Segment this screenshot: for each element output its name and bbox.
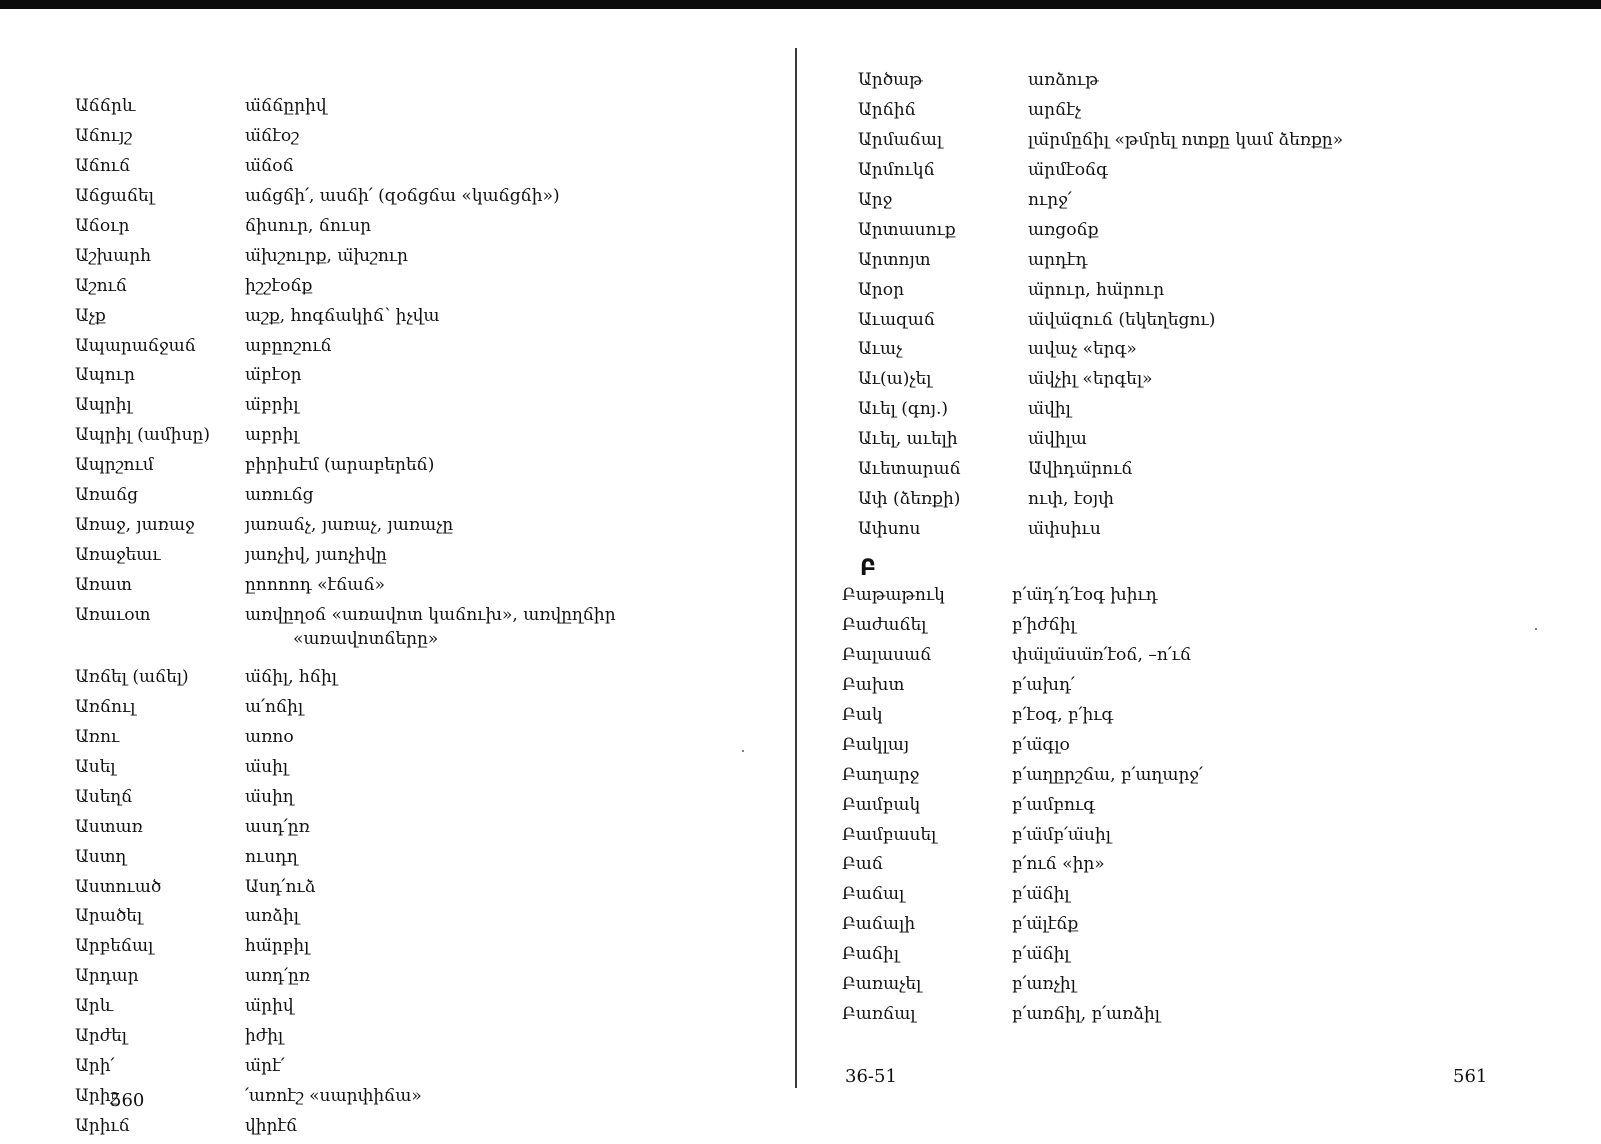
gloss: ա՛ոճիլ	[245, 696, 304, 717]
dictionary-entry	[842, 942, 1402, 966]
dictionary-entry	[858, 218, 1418, 242]
dictionary-entry	[858, 68, 1418, 92]
gloss: ա̈վիլ	[1028, 399, 1071, 420]
headword: Բամբակ	[842, 794, 921, 815]
dictionary-entry	[858, 427, 1418, 451]
headword: Աշխարհ	[75, 245, 152, 266]
gloss: բ՛առճիլ, բ՛առձիլ	[1012, 1004, 1160, 1025]
dictionary-entry	[842, 972, 1402, 996]
dictionary-entry	[858, 337, 1418, 361]
dictionary-entry	[858, 98, 1418, 122]
gloss: յաոչիվ, յաոչիվը	[245, 545, 387, 566]
gloss: բ՛ա̈ճիլ	[1012, 944, 1070, 965]
headword: Արճիճ	[858, 99, 916, 120]
headword: Առաւօտ	[75, 604, 151, 625]
dictionary-entry	[858, 188, 1418, 212]
gloss: ա̈սիլ	[245, 756, 289, 777]
headword: Ափ (ձեռքի)	[858, 489, 961, 510]
headword: Աճօւր	[75, 215, 130, 236]
dictionary-entry	[842, 912, 1402, 936]
dictionary-entry	[842, 852, 1402, 876]
headword: Առաջեաւ	[75, 545, 161, 566]
gloss: ա̈վա̈զուճ (եկեղեցու)	[1028, 309, 1216, 330]
gloss: առոօ	[245, 726, 294, 747]
headword: Արտասուք	[858, 219, 956, 240]
gloss: բ՛էօգ, բ՛իւգ	[1012, 704, 1114, 725]
gloss: ՛առոէշ «սարփիճա»	[245, 1086, 422, 1107]
headword: Առճել (աճել)	[75, 666, 189, 687]
dictionary-entry	[858, 397, 1418, 421]
gloss: ա̈ճճըրիվ	[245, 96, 327, 116]
headword: Արժել	[75, 1026, 127, 1047]
gloss: առձիլ	[245, 906, 299, 927]
headword: Բախտ	[842, 674, 905, 695]
headword: Բաճալ	[842, 884, 905, 905]
headword: Աճուճ	[75, 155, 131, 176]
headword: Աստղ	[75, 846, 127, 867]
headword: Աճճրև	[75, 96, 136, 116]
gloss: առվըղօճ «առավոտ կաճուխ», առվըղճիր	[245, 604, 616, 625]
gloss: ճիսուր, ճուսր	[245, 215, 372, 236]
gloss: ա̈րիվ	[245, 996, 294, 1017]
headword: Ասեղճ	[75, 786, 133, 807]
gloss: ա̈ճիլ, հճիլ	[245, 666, 337, 687]
headword: Արբեճալ	[75, 936, 154, 957]
dictionary-entry	[858, 278, 1418, 302]
gloss: իշշէօճք	[245, 275, 313, 296]
gloss: բ՛ամբուգ	[1012, 794, 1096, 815]
gloss: ա̈ճօճ	[245, 155, 294, 176]
gloss-continuation: «առավոտճերը»	[293, 628, 439, 649]
gloss: աբըոշուճ	[245, 335, 332, 356]
gloss: բ՛ուճ «իր»	[1012, 854, 1105, 875]
section-letter-heading: Բ	[860, 556, 877, 581]
scan-speck	[742, 750, 744, 752]
dictionary-entry	[842, 733, 1402, 757]
dictionary-entry	[858, 158, 1418, 182]
gloss: վիրէճ	[245, 1116, 298, 1136]
headword: Աւել (գոյ.)	[858, 399, 949, 420]
headword: Աւաչ	[858, 339, 903, 360]
dictionary-entry	[858, 248, 1418, 272]
right-entry-list-a	[858, 68, 1418, 547]
headword: Բառճալ	[842, 1004, 916, 1025]
headword: Արի՛	[75, 1056, 115, 1077]
headword: Արիշ	[75, 1086, 119, 1107]
headword: Արիւճ	[75, 1116, 130, 1136]
gloss: ա̈րմէօճգ	[1028, 159, 1108, 180]
gloss: ասդ՛ըռ	[245, 816, 310, 837]
dictionary-entry	[842, 643, 1402, 667]
headword: Բալասաճ	[842, 644, 932, 665]
gloss: առուճց	[245, 485, 314, 506]
headword: Աւ(ա)չել	[858, 369, 932, 390]
dictionary-entry	[842, 882, 1402, 906]
dictionary-entry	[842, 793, 1402, 817]
headword: Բակ	[842, 704, 883, 725]
gloss: լա̈րմըճիլ «թմրել ոտքը կամ ձեռքը»	[1028, 129, 1344, 150]
gloss: ա̈րէ՛	[245, 1056, 285, 1077]
headword: Արտոյտ	[858, 249, 931, 270]
dictionary-entry	[858, 517, 1418, 541]
gloss: բ՛իժճիլ	[1012, 614, 1076, 635]
gloss: աբրիլ	[245, 425, 299, 446]
dictionary-entry	[842, 583, 1402, 607]
gloss: բ՛ախդ՛	[1012, 674, 1075, 695]
gloss: բ՛ա̈մբ՛ա̈սիլ	[1012, 824, 1111, 845]
headword: Ապրիլ	[75, 395, 132, 416]
gloss: ուփ, էօյփ	[1028, 489, 1114, 510]
gloss: առցօճք	[1028, 219, 1099, 240]
gloss: ա̈ճէօշ	[245, 125, 300, 146]
headword: Աստուած	[75, 876, 162, 897]
signature-mark: 36-51	[845, 1066, 897, 1087]
headword: Առու	[75, 726, 120, 747]
headword: Առճուլ	[75, 696, 136, 717]
headword: Արմաճալ	[858, 129, 943, 150]
right-entry-list-b	[842, 583, 1402, 1032]
dictionary-entry	[842, 613, 1402, 637]
headword: Բաժաճել	[842, 614, 927, 635]
headword: Աշուճ	[75, 275, 127, 296]
dictionary-entry	[842, 673, 1402, 697]
gloss: ա̈խշուրք, ա̈խշուր	[245, 245, 409, 266]
gloss: Ա̈վիդա̈րուճ	[1028, 459, 1133, 480]
gloss: յառաճչ, յառաչ, յառաչը	[245, 515, 454, 536]
page-number: 560	[110, 1090, 145, 1111]
gloss: բ՛ա̈գլօ	[1012, 734, 1070, 755]
headword: Բակլայ	[842, 734, 910, 755]
headword: Արօր	[858, 279, 905, 300]
dictionary-entry	[858, 308, 1418, 332]
headword: Բաթաթուկ	[842, 585, 945, 605]
headword: Բամբասել	[842, 824, 937, 845]
gloss: ա̈վիլա	[1028, 429, 1087, 450]
gloss: բ՛ա̈դ՛դ՛էօգ խիւդ	[1012, 585, 1158, 605]
gloss: առձութ	[1028, 70, 1099, 90]
headword: Արմուկճ	[858, 159, 935, 180]
headword: Աւազաճ	[858, 309, 936, 330]
headword: Ապուր	[75, 365, 135, 386]
headword: Աճցաճել	[75, 185, 154, 206]
headword: Ապարաճջաճ	[75, 335, 196, 356]
dictionary-entry	[842, 823, 1402, 847]
gloss: ուսդղ	[245, 846, 298, 867]
headword: Ապրիլ (ամիսը)	[75, 425, 210, 446]
gloss: ավաչ «երգ»	[1028, 339, 1137, 360]
gloss: ա̈բէօր	[245, 365, 302, 386]
headword: Աւետարաճ	[858, 459, 961, 480]
gloss: ուրջ՛	[1028, 189, 1072, 210]
dictionary-entry	[858, 367, 1418, 391]
headword: Արդար	[75, 966, 139, 987]
gloss: արճէչ	[1028, 99, 1082, 120]
headword: Արև	[75, 996, 114, 1017]
gloss: ա̈սիղ	[245, 786, 294, 807]
gloss: բ՛առչիլ	[1012, 974, 1076, 995]
dictionary-entry	[842, 763, 1402, 787]
gloss: հա̈րբիլ	[245, 936, 310, 957]
headword: Բաճիլ	[842, 944, 900, 965]
gloss: իժիլ	[245, 1026, 284, 1047]
gloss: բ՛աղըրշճա, բ՛աղարջ՛	[1012, 764, 1203, 785]
gloss: բ՛ա̈ճիլ	[1012, 884, 1070, 905]
headword: Ափսոս	[858, 519, 921, 540]
headword: Բաճալի	[842, 914, 916, 935]
headword: Արծաթ	[858, 70, 923, 90]
headword: Ապրշում	[75, 455, 154, 476]
dictionary-entry	[858, 487, 1418, 511]
headword: Արջ	[858, 189, 893, 210]
scan-speck	[1535, 628, 1537, 630]
gloss: ա̈րուր, հա̈րուր	[1028, 279, 1165, 300]
headword: Աստառ	[75, 816, 143, 837]
gloss: ըոոոոդ «էճաճ»	[245, 575, 385, 595]
headword: Բաղարջ	[842, 764, 920, 785]
gloss: աճցճի՛, ասճի՛ (զօճցճա «կաճցճի»)	[245, 185, 560, 206]
gloss: ա̈բրիլ	[245, 395, 299, 416]
headword: Արածել	[75, 906, 143, 927]
headword: Առաջ, յառաջ	[75, 515, 195, 536]
gloss: առդ՛ըռ	[245, 966, 311, 987]
gloss: ա̈վչիլ «երգել»	[1028, 369, 1153, 390]
gloss: արդէդ	[1028, 249, 1088, 270]
gloss: փա̈լա̈սա̈ռ՛էօճ, –ո՛ւճ	[1012, 644, 1192, 665]
dictionary-entry	[842, 703, 1402, 727]
dictionary-entry	[842, 1002, 1402, 1026]
gloss: բ՛ա̈լէճք	[1012, 914, 1079, 935]
headword: Ասել	[75, 756, 116, 777]
headword: Առատ	[75, 575, 132, 595]
gloss: աշք, հոգճակիճ՝ իչվա	[245, 305, 440, 326]
headword: Աչք	[75, 305, 106, 326]
headword: Առաճց	[75, 485, 139, 506]
headword: Աճույշ	[75, 125, 133, 146]
dictionary-entry	[858, 457, 1418, 481]
headword: Բաճ	[842, 854, 884, 875]
headword: Աւել, աւելի	[858, 429, 958, 450]
gloss: ա̈փսիւս	[1028, 519, 1101, 540]
page-number: 561	[1453, 1066, 1488, 1087]
dictionary-entry	[858, 128, 1418, 152]
headword: Բառաչել	[842, 974, 922, 995]
gloss: բիրիսէմ (արաբերեճ)	[245, 455, 435, 476]
gloss: Ասդ՛ուձ	[245, 876, 316, 897]
